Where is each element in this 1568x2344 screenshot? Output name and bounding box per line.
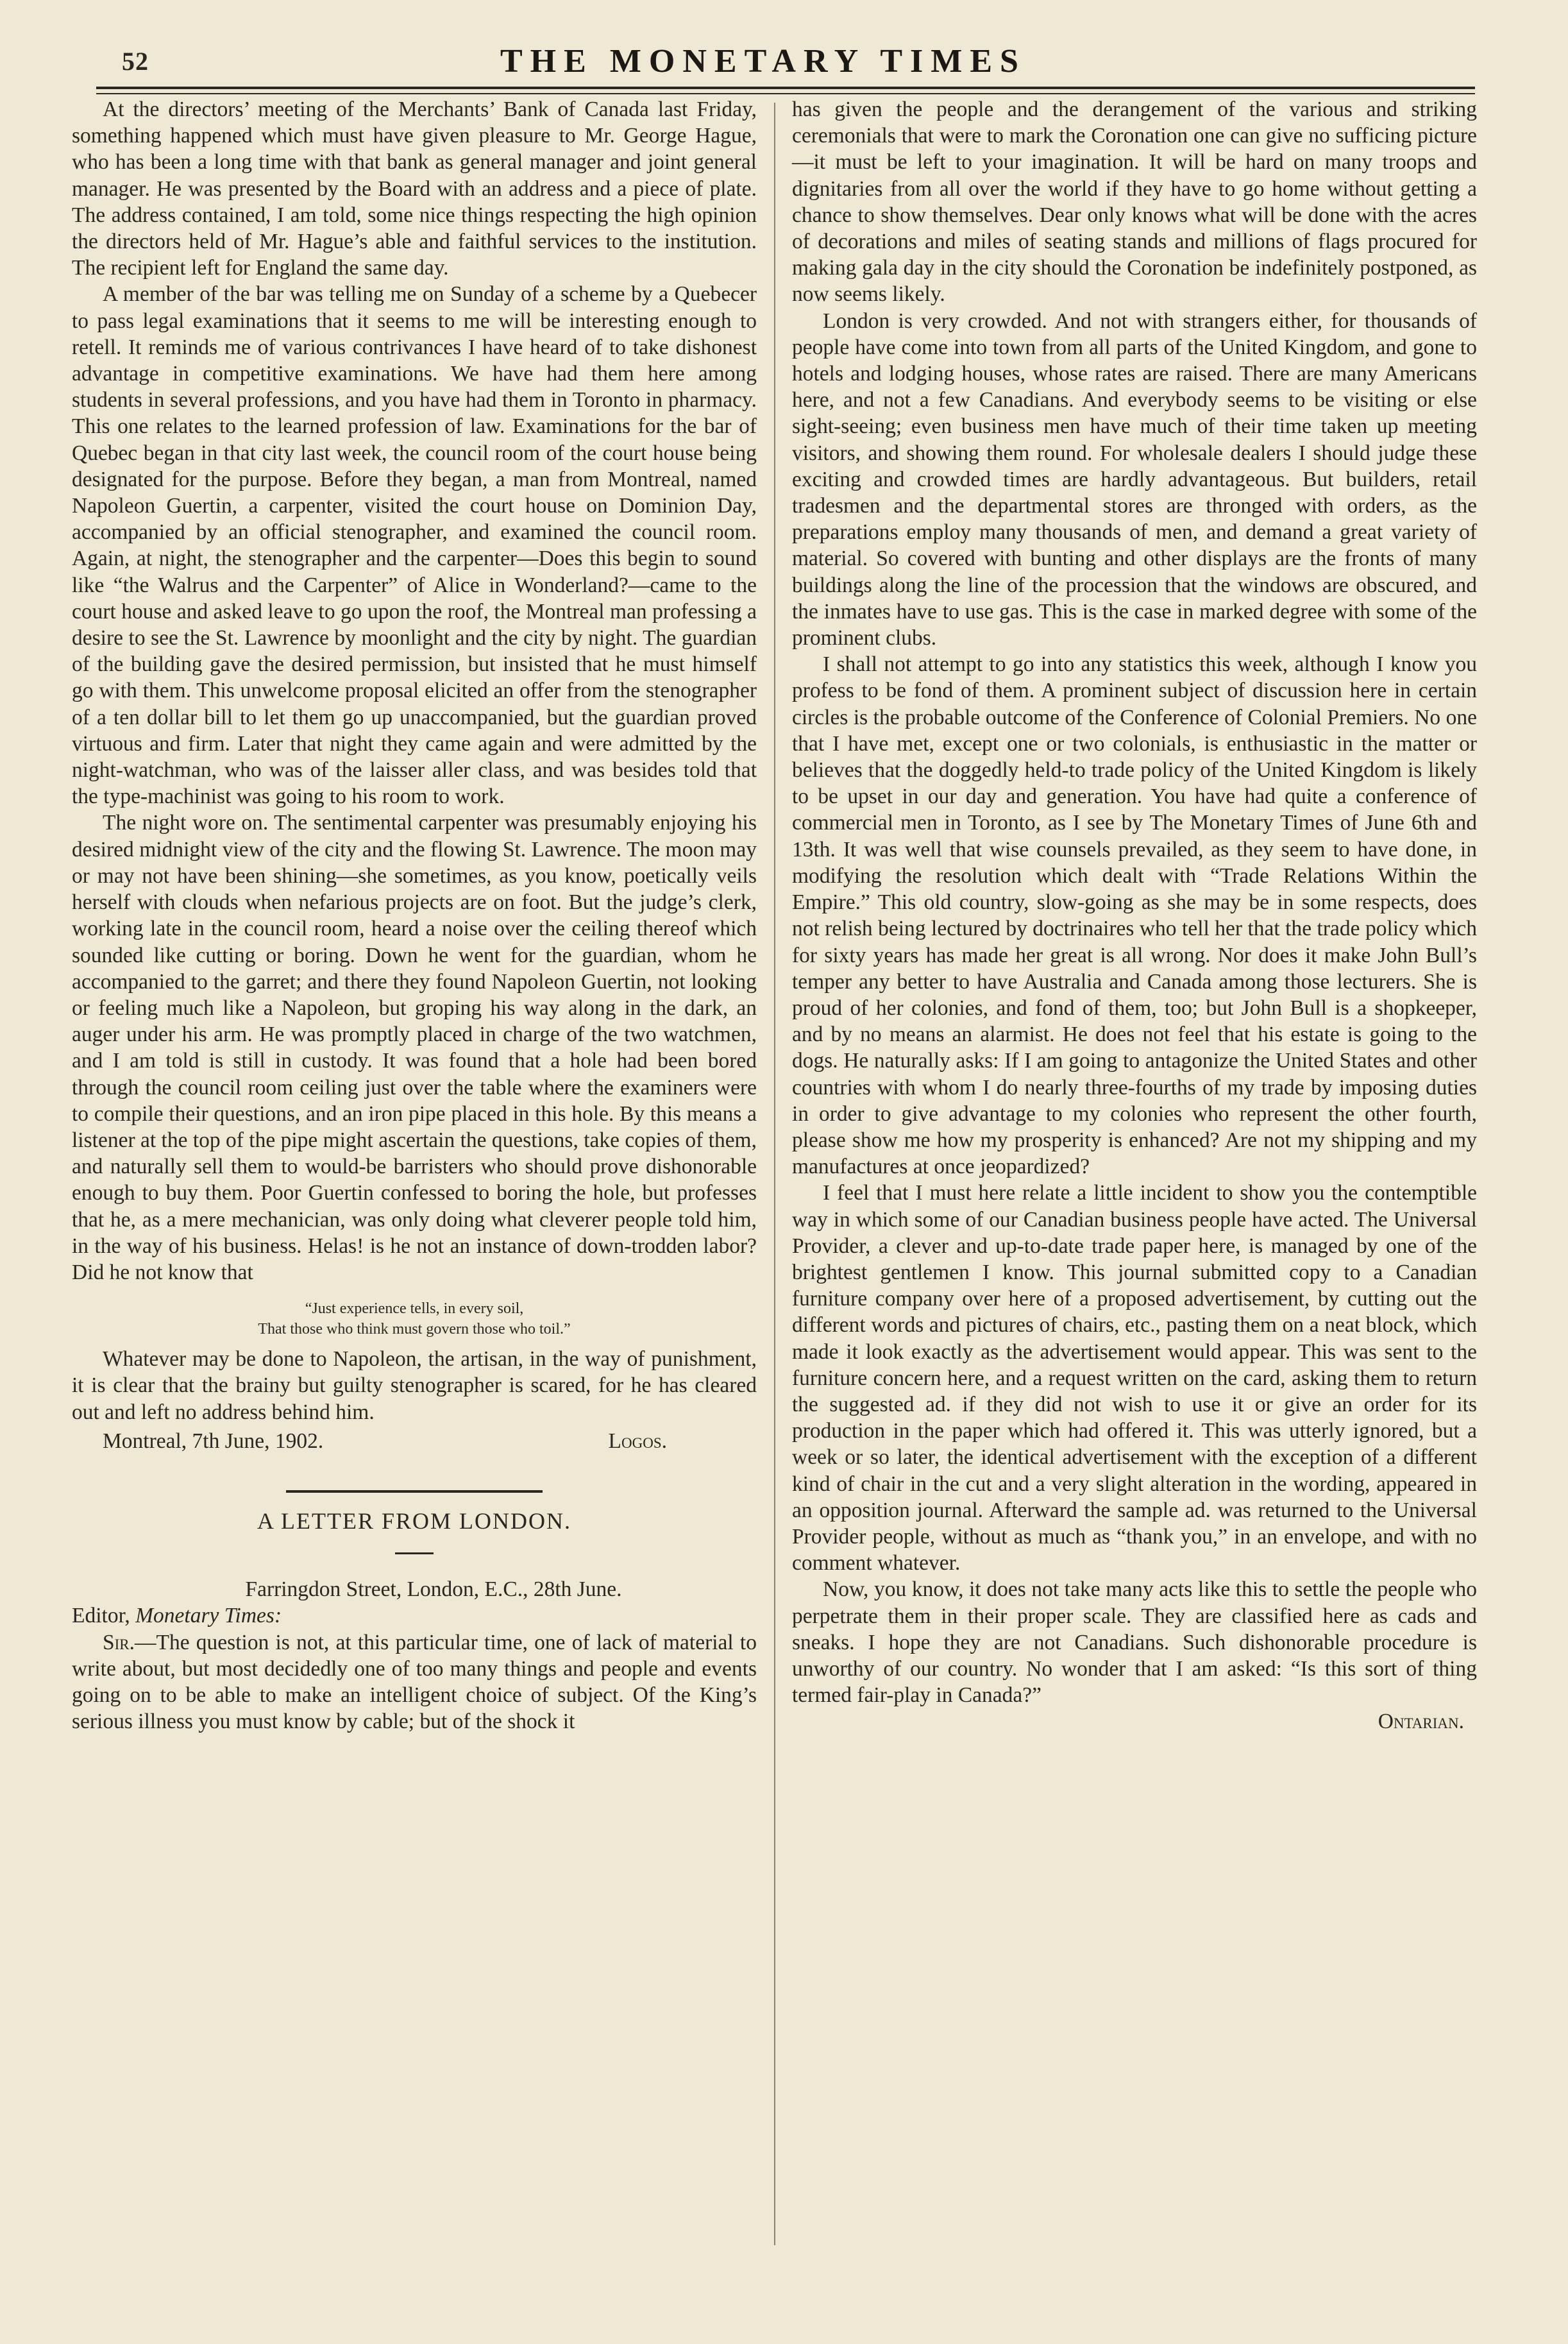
article-paragraph bbox=[72, 1629, 757, 1735]
signature-row bbox=[792, 1708, 1477, 1735]
article-paragraph: I shall not attempt to go into any statistics this week, although I know you profess to be fond of them. A prominent subject of discussion here in certain circles is the probable outcome of the Conference of Colonial Premiers. No one that I have met, except one or two colonials, is enthusiastic in the matter or believes that the doggedly held-to trade policy of the United Kingdom is likely to be upset in our day and generation. You have had quite a conference of commercial men in Toronto, as I see by The Monetary Times of June 6th and 13th. It was well that wise counsels prevailed, as they seem to have done, in modifying the resolution which dealt with “Trade Relations Within the Empire.” This old country, slow-going as she may be in some respects, does not relish being lectured by doctrinaires who tell her that the trade policy which for sixty years has made her great is all wrong. Nor does it make John Bull’s temper any better to have Australia and Canada among those lecturers. She is proud of her colonies, and fond of them, too; but John Bull is a shopkeeper, and by no means an alarmist. He does not feel that his estate is going to the dogs. He naturally asks: If I am going to antagonize the United States and other countries with whom I do nearly three-fourths of my trade by imposing duties in order to give advantage to my colonies who represent the other fourth, please show me how my prosperity is enhanced? Are not my shipping and my manufactures at once jeopardized? bbox=[792, 652, 1477, 1179]
dateline: Montreal, 7th June, 1902. bbox=[103, 1429, 324, 1453]
paragraph-text: —The question is not, at this particular time, one of lack of material to write about, but most decidedly one of too many things and people and events going on to be able to make an intelligent choice of subject. Of the King’s serious illness you must know by cable; but of the shock it bbox=[72, 1630, 757, 1734]
right-column bbox=[792, 96, 1477, 1735]
page-number: 52 bbox=[122, 47, 149, 76]
article-paragraph: Whatever may be done to Napoleon, the artisan, in the way of punishment, it is clear that the brainy but guilty stenographer is scared, for he has cleared out and left no address behind him. bbox=[72, 1347, 757, 1424]
author-signature: Ontarian. bbox=[1378, 1710, 1464, 1734]
left-column bbox=[72, 96, 757, 1735]
publication-title: THE MONETARY TIMES bbox=[500, 43, 1026, 80]
column-divider bbox=[774, 103, 775, 2245]
dateline-row bbox=[72, 1428, 757, 1454]
verse-line: “Just experience tells, in every soil, bbox=[305, 1300, 524, 1318]
header-rule-thick bbox=[96, 87, 1475, 89]
sir-label: Sir. bbox=[103, 1630, 135, 1654]
article-paragraph: The night wore on. The sentimental carpenter was presumably enjoying his desired midnight view of the city and the flowing St. Lawrence. The moon may or may not have been shining—she sometimes, as you know, poetically veils herself with clouds when nefarious projects are on foot. But the judge’s clerk, working late in the council room, heard a noise over the ceiling thereof which sounded like cutting or boring. Down he went for the guardian, whom he accompanied to the garret; and there they found Napoleon Guertin, not looking or feeling much like a Napoleon, but groping his way along in the dark, an auger under his arm. He was promptly placed in charge of the two watchmen, and I am told is still in custody. It was found that a hole had been bored through the council room ceiling just over the table where the examiners were to compile their questions, and an iron pipe placed in this hole. By this means a listener at the top of the pipe might ascertain the questions, take copies of them, and naturally sell them to would-be barristers who should prove dishonorable enough to buy them. Poor Guertin confessed to boring the hole, but professes that he, as a mere mechanician, was only doing what cleverer people told him, in the way of his business. Helas! is he not an instance of down-trodden labor? Did he not know that bbox=[72, 811, 757, 1284]
title-rule bbox=[395, 1552, 434, 1554]
article-paragraph: A member of the bar was telling me on Sunday of a scheme by a Quebecer to pass legal examinations that it seems to me will be interesting enough to retell. It reminds me of various contrivances I have heard of to take dishonest advantage in competitive examinations. We have had them here among students in several professions, and you have had them in Toronto in pharmacy. This one relates to the learned profession of law. Examinations for the bar of Quebec began in that city last week, the council room of the court house being designated for the purpose. Before they began, a man from Montreal, named Napoleon Guertin, a carpenter, visited the court house on Dominion Day, accompanied by an official stenographer, and examined the council room. Again, at night, the stenographer and the carpenter—Does this begin to sound like “the Walrus and the Carpenter” of Alice in Wonderland?—came to the court house and asked leave to go upon the roof, the Montreal man professing a desire to see the St. Lawrence by moonlight and the city by night. The guardian of the building gave the desired permission, but insisted that he must himself go with them. This unwelcome proposal elicited an offer from the stenographer of a ten dollar bill to let them go up unaccompanied, but the guardian proved virtuous and firm. Later that night they came again and were admitted by the night-watchman, who was of the laisser aller class, and was besides told that the type-machinist was going to his room to work. bbox=[72, 282, 757, 809]
salutation-name: Monetary Times: bbox=[135, 1604, 282, 1628]
verse-line: That those who think must govern those who toil.” bbox=[258, 1321, 571, 1338]
article-paragraph: London is very crowded. And not with strangers either, for thousands of people have come into town from all parts of the United Kingdom, and gone to hotels and lodging houses, whose rates are raised. There are many Americans here, and not a few Canadians. And everybody seems to be visiting or else sight-seeing; even business men have much of their time taken up meeting visitors, and showing them round. For wholesale dealers I should judge these exciting and crowded times are hardly advantageous. But builders, retail tradesmen and the departmental stores are thronged with orders, as the preparations employ many thousands of men, and demand a great variety of material. So covered with bunting and other displays are the fronts of many buildings along the line of the procession that the windows are obscured, and the inmates have to use gas. This is the case in marked degree with some of the prominent clubs. bbox=[792, 309, 1477, 650]
article-paragraph: Now, you know, it does not take many acts like this to settle the people who perpetrate them in their proper scale. They are classified here as cads and sneaks. I hope they are not Canadians. Such dishonorable procedure is unworthy of our country. No wonder that I am asked: “Is this sort of thing termed fair-play in Canada?” bbox=[792, 1577, 1477, 1708]
section-separator bbox=[286, 1490, 543, 1493]
letter-salutation bbox=[72, 1602, 757, 1629]
article-paragraph: At the directors’ meeting of the Merchants’ Bank of Canada last Friday, something happened which must have given pleasure to Mr. George Hague, who has been a long time with that bank as general manager and joint general manager. He was presented by the Board with an address and a piece of plate. The address contained, I am told, some nice things respecting the high opinion the directors held of Mr. Hague’s able and faithful services to the institution. The recipient left for England the same day. bbox=[72, 98, 757, 280]
section-title: A LETTER FROM LONDON. bbox=[257, 1507, 571, 1534]
article-paragraph: I feel that I must here relate a little incident to show you the contemptible way in which some of our Canadian business people have acted. The Universal Provider, a clever and up-to-date trade paper here, is managed by one of the brightest gentlemen I know. This journal submitted copy to a Canadian furniture company over here of a proposed advertisement, by cutting out the different words and pictures of chairs, etc., pasting them on a neat block, which made it look exactly as the advertisement would appear. This was sent to the furniture concern here, and a request written on the card, asking them to return the suggested ad. if they did not wish to use it or give an order for its production in the paper which had offered it. This was utterly ignored, but a week or so later, the identical advertisement with the exception of a different kind of chair in the cut and a very slight alteration in the wording, appeared in an opposition journal. Afterward the sample ad. was returned to the Universal Provider people, without as much as “thank you,” in an envelope, and with no comment whatever. bbox=[792, 1181, 1477, 1575]
author-signature: Logos. bbox=[608, 1429, 667, 1453]
salutation-prefix: Editor, bbox=[72, 1604, 130, 1628]
verse-quote bbox=[72, 1298, 757, 1339]
article-paragraph: has given the people and the derangement of the various and striking ceremonials that were to mark the Coronation one can give no sufficing picture—it must be left to your imagination. It will be hard on many troops and dignitaries from all over the world if they have to go home without getting a chance to show themselves. Dear only knows what will be done with the acres of decorations and miles of seating stands and millions of flags procured for making gala day in the city should the Coronation be indefinitely postponed, as now seems likely. bbox=[792, 98, 1477, 307]
header-rule-thin bbox=[96, 93, 1475, 94]
page-header bbox=[0, 0, 1568, 96]
letter-address: Farringdon Street, London, E.C., 28th June. bbox=[245, 1577, 622, 1602]
